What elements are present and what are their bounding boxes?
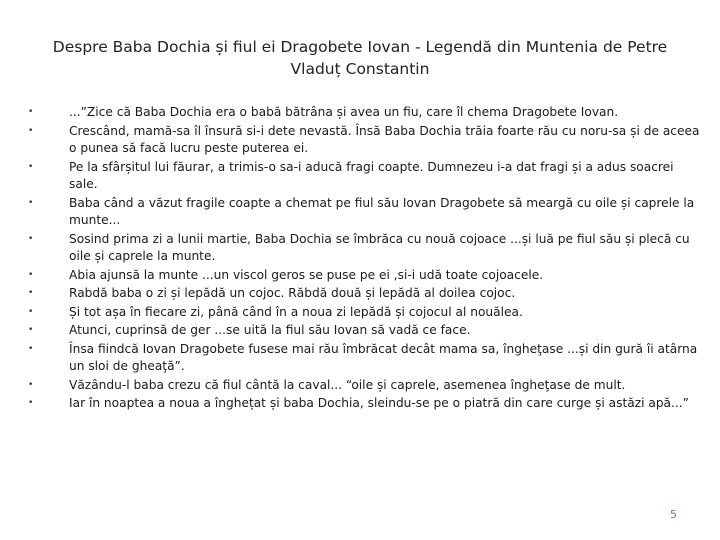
list-item-text: Abia ajunsă la munte ...un viscol geros se puse pe ei ,si-i udă toate cojoacele. bbox=[69, 267, 544, 282]
list-item bbox=[28, 322, 704, 340]
page-number: 5 bbox=[670, 508, 677, 521]
list-item bbox=[28, 285, 704, 303]
list-item-text: Sosind prima zi a lunii martie, Baba Dochia se îmbrăca cu nouă cojoace ...și luă pe fiul său și plecă cu oile și caprele la munte. bbox=[69, 231, 690, 263]
bullet-icon: • bbox=[28, 269, 34, 280]
bullet-icon: • bbox=[28, 125, 34, 136]
list-item bbox=[28, 395, 704, 413]
list-item-text: Și tot așa în fiecare zi, până când în a noua zi lepădă și cojocul al nouălea. bbox=[69, 304, 523, 319]
list-item bbox=[28, 231, 704, 266]
list-item-text: Însa fiindcă Iovan Dragobete fusese mai rău îmbrăcat decât mama sa, îngheţase ...și din gură îi atârna un sloi de gheaţă”. bbox=[69, 341, 698, 373]
list-item bbox=[28, 341, 704, 376]
list-item-text: Atunci, cuprinsă de ger ...se uită la fiul său Iovan să vadă ce face. bbox=[69, 323, 471, 337]
list-item-text: Pe la sfârșitul lui făurar, a trimis-o sa-i aducă fragi coapte. Dumnezeu i-a dat fragi și a adus soacrei sale. bbox=[69, 159, 674, 191]
list-item bbox=[28, 123, 704, 158]
list-item bbox=[28, 159, 704, 194]
list-item bbox=[28, 267, 704, 285]
list-item-text: Crescând, mamă-sa îl însură si-i dete nevastă. Însă Baba Dochia trăia foarte rău cu noru-sa și de aceea o punea să facă lucru peste puterea ei. bbox=[69, 123, 700, 155]
list-item bbox=[28, 377, 704, 395]
list-item-text: Baba când a văzut fragile coapte a chemat pe fiul său Iovan Dragobete să meargă cu oile și caprele la munte... bbox=[69, 195, 695, 227]
bullet-icon: • bbox=[28, 325, 34, 335]
bullet-icon: • bbox=[28, 379, 34, 390]
bullet-icon: • bbox=[28, 161, 34, 172]
list-item bbox=[28, 195, 704, 230]
bullet-icon: • bbox=[28, 398, 34, 408]
slide-title: Despre Baba Dochia și fiul ei Dragobete Iovan - Legendă din Muntenia de Petre Vladuț Constantin bbox=[52, 38, 668, 78]
bullet-icon: • bbox=[28, 197, 34, 208]
bullet-icon: • bbox=[28, 306, 34, 317]
bullet-icon: • bbox=[28, 288, 34, 298]
list-item-text: ...”Zice că Baba Dochia era o babă bătrâna și avea un fiu, care îl chema Dragobete Iovan. bbox=[69, 105, 619, 119]
legend-bullet-list bbox=[28, 104, 704, 414]
list-item-text: Iar în noaptea a noua a înghețat și baba Dochia, sleindu-se pe o piatră din care curge și astăzi apă...” bbox=[69, 396, 689, 410]
bullet-icon: • bbox=[28, 343, 34, 354]
list-item-text: Rabdă baba o zi și lepădă un cojoc. Răbdă două și lepădă al doilea cojoc. bbox=[69, 286, 516, 300]
list-item-text: Văzându-l baba crezu că fiul cântă la caval... “oile și caprele, asemenea îngheţase de mult. bbox=[69, 377, 626, 392]
list-item bbox=[28, 104, 704, 122]
bullet-icon: • bbox=[28, 107, 34, 117]
list-item bbox=[28, 304, 704, 322]
bullet-icon: • bbox=[28, 233, 34, 244]
